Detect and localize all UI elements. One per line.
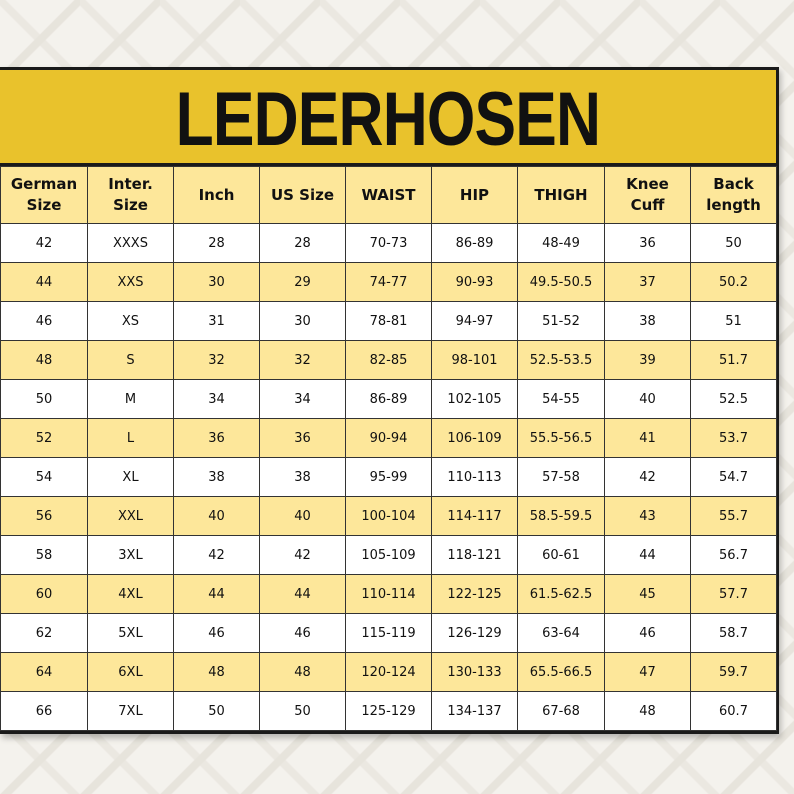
cell-german-size: 46 — [1, 302, 88, 341]
cell-back-length: 50.2 — [691, 263, 777, 302]
cell-inch: 30 — [174, 263, 260, 302]
cell-waist: 105-109 — [346, 536, 432, 575]
cell-german-size: 64 — [1, 653, 88, 692]
cell-back-length: 55.7 — [691, 497, 777, 536]
cell-waist: 82-85 — [346, 341, 432, 380]
cell-waist: 125-129 — [346, 692, 432, 731]
cell-inch: 46 — [174, 614, 260, 653]
cell-us-size: 48 — [260, 653, 346, 692]
cell-inch: 38 — [174, 458, 260, 497]
cell-inter-size: XL — [88, 458, 174, 497]
cell-hip: 130-133 — [432, 653, 518, 692]
cell-hip: 90-93 — [432, 263, 518, 302]
cell-us-size: 34 — [260, 380, 346, 419]
cell-us-size: 46 — [260, 614, 346, 653]
header-knee-cuff — [605, 167, 691, 224]
table-row — [1, 341, 777, 380]
table-row — [1, 263, 777, 302]
table-row — [1, 575, 777, 614]
cell-inch: 48 — [174, 653, 260, 692]
table-row — [1, 536, 777, 575]
cell-inch: 31 — [174, 302, 260, 341]
header-label: Cuff — [630, 196, 665, 214]
cell-inch: 50 — [174, 692, 260, 731]
cell-german-size: 60 — [1, 575, 88, 614]
header-inter-size — [88, 167, 174, 224]
header-label: German — [10, 175, 78, 193]
cell-inter-size: L — [88, 419, 174, 458]
cell-knee-cuff: 40 — [605, 380, 691, 419]
cell-waist: 74-77 — [346, 263, 432, 302]
table-row — [1, 692, 777, 731]
cell-hip: 86-89 — [432, 224, 518, 263]
cell-thigh: 60-61 — [518, 536, 605, 575]
table-row — [1, 380, 777, 419]
header-us-size — [260, 167, 346, 224]
table-row — [1, 302, 777, 341]
cell-knee-cuff: 42 — [605, 458, 691, 497]
header-thigh — [518, 167, 605, 224]
header-label: Size — [113, 196, 148, 214]
cell-us-size: 28 — [260, 224, 346, 263]
header-label: Back — [713, 175, 754, 193]
cell-waist: 115-119 — [346, 614, 432, 653]
cell-us-size: 50 — [260, 692, 346, 731]
cell-inter-size: XXXS — [88, 224, 174, 263]
cell-waist: 100-104 — [346, 497, 432, 536]
cell-inch: 40 — [174, 497, 260, 536]
cell-us-size: 32 — [260, 341, 346, 380]
title-bar — [0, 70, 776, 166]
cell-german-size: 56 — [1, 497, 88, 536]
cell-german-size: 48 — [1, 341, 88, 380]
cell-inch: 28 — [174, 224, 260, 263]
cell-waist: 86-89 — [346, 380, 432, 419]
header-label: length — [706, 196, 761, 214]
cell-inch: 42 — [174, 536, 260, 575]
cell-hip: 126-129 — [432, 614, 518, 653]
cell-hip: 102-105 — [432, 380, 518, 419]
cell-waist: 120-124 — [346, 653, 432, 692]
cell-inch: 34 — [174, 380, 260, 419]
cell-inch: 32 — [174, 341, 260, 380]
header-label: WAIST — [361, 185, 416, 204]
cell-hip: 110-113 — [432, 458, 518, 497]
cell-us-size: 30 — [260, 302, 346, 341]
cell-us-size: 38 — [260, 458, 346, 497]
header-german-size — [1, 167, 88, 224]
cell-hip: 122-125 — [432, 575, 518, 614]
cell-waist: 110-114 — [346, 575, 432, 614]
cell-inter-size: 5XL — [88, 614, 174, 653]
table-row — [1, 497, 777, 536]
cell-thigh: 67-68 — [518, 692, 605, 731]
header-back-length — [691, 167, 777, 224]
header-label: US Size — [270, 185, 335, 204]
cell-inter-size: XXL — [88, 497, 174, 536]
cell-thigh: 58.5-59.5 — [518, 497, 605, 536]
cell-back-length: 57.7 — [691, 575, 777, 614]
cell-waist: 90-94 — [346, 419, 432, 458]
cell-german-size: 66 — [1, 692, 88, 731]
cell-hip: 98-101 — [432, 341, 518, 380]
cell-hip: 94-97 — [432, 302, 518, 341]
cell-inter-size: 7XL — [88, 692, 174, 731]
cell-hip: 134-137 — [432, 692, 518, 731]
cell-inch: 36 — [174, 419, 260, 458]
cell-us-size: 40 — [260, 497, 346, 536]
header-label: HIP — [459, 185, 490, 204]
cell-us-size: 42 — [260, 536, 346, 575]
cell-knee-cuff: 48 — [605, 692, 691, 731]
cell-thigh: 49.5-50.5 — [518, 263, 605, 302]
table-row — [1, 653, 777, 692]
cell-thigh: 55.5-56.5 — [518, 419, 605, 458]
cell-waist: 95-99 — [346, 458, 432, 497]
size-chart — [0, 67, 779, 734]
cell-knee-cuff: 45 — [605, 575, 691, 614]
header-label: Knee — [626, 175, 669, 193]
cell-german-size: 50 — [1, 380, 88, 419]
table-body — [1, 224, 777, 731]
cell-knee-cuff: 37 — [605, 263, 691, 302]
header-row — [1, 167, 777, 224]
header-inch — [174, 167, 260, 224]
cell-us-size: 44 — [260, 575, 346, 614]
size-table — [0, 166, 777, 731]
cell-inter-size: XS — [88, 302, 174, 341]
cell-back-length: 59.7 — [691, 653, 777, 692]
cell-german-size: 58 — [1, 536, 88, 575]
cell-inter-size: S — [88, 341, 174, 380]
cell-german-size: 54 — [1, 458, 88, 497]
cell-german-size: 62 — [1, 614, 88, 653]
table-row — [1, 458, 777, 497]
cell-back-length: 60.7 — [691, 692, 777, 731]
cell-thigh: 52.5-53.5 — [518, 341, 605, 380]
cell-knee-cuff: 39 — [605, 341, 691, 380]
cell-back-length: 58.7 — [691, 614, 777, 653]
cell-back-length: 54.7 — [691, 458, 777, 497]
cell-inch: 44 — [174, 575, 260, 614]
table-row — [1, 224, 777, 263]
cell-knee-cuff: 46 — [605, 614, 691, 653]
header-label: THIGH — [534, 185, 588, 204]
cell-thigh: 61.5-62.5 — [518, 575, 605, 614]
cell-thigh: 65.5-66.5 — [518, 653, 605, 692]
table-row — [1, 614, 777, 653]
cell-knee-cuff: 41 — [605, 419, 691, 458]
cell-knee-cuff: 44 — [605, 536, 691, 575]
cell-waist: 78-81 — [346, 302, 432, 341]
cell-inter-size: XXS — [88, 263, 174, 302]
cell-back-length: 50 — [691, 224, 777, 263]
cell-german-size: 52 — [1, 419, 88, 458]
cell-hip: 114-117 — [432, 497, 518, 536]
cell-back-length: 56.7 — [691, 536, 777, 575]
cell-thigh: 57-58 — [518, 458, 605, 497]
cell-waist: 70-73 — [346, 224, 432, 263]
cell-knee-cuff: 43 — [605, 497, 691, 536]
cell-knee-cuff: 38 — [605, 302, 691, 341]
cell-thigh: 48-49 — [518, 224, 605, 263]
cell-german-size: 42 — [1, 224, 88, 263]
table-row — [1, 419, 777, 458]
header-label: Inch — [198, 185, 235, 204]
header-label: Size — [26, 196, 62, 214]
cell-us-size: 36 — [260, 419, 346, 458]
cell-back-length: 52.5 — [691, 380, 777, 419]
cell-thigh: 54-55 — [518, 380, 605, 419]
cell-hip: 106-109 — [432, 419, 518, 458]
cell-thigh: 63-64 — [518, 614, 605, 653]
cell-inter-size: 6XL — [88, 653, 174, 692]
cell-hip: 118-121 — [432, 536, 518, 575]
cell-knee-cuff: 36 — [605, 224, 691, 263]
cell-back-length: 53.7 — [691, 419, 777, 458]
header-hip — [432, 167, 518, 224]
cell-thigh: 51-52 — [518, 302, 605, 341]
cell-inter-size: 4XL — [88, 575, 174, 614]
header-label: Inter. — [108, 175, 153, 193]
cell-knee-cuff: 47 — [605, 653, 691, 692]
cell-back-length: 51 — [691, 302, 777, 341]
cell-us-size: 29 — [260, 263, 346, 302]
cell-inter-size: M — [88, 380, 174, 419]
cell-german-size: 44 — [1, 263, 88, 302]
header-waist — [346, 167, 432, 224]
cell-inter-size: 3XL — [88, 536, 174, 575]
cell-back-length: 51.7 — [691, 341, 777, 380]
chart-title: LEDERHOSEN — [175, 77, 601, 162]
